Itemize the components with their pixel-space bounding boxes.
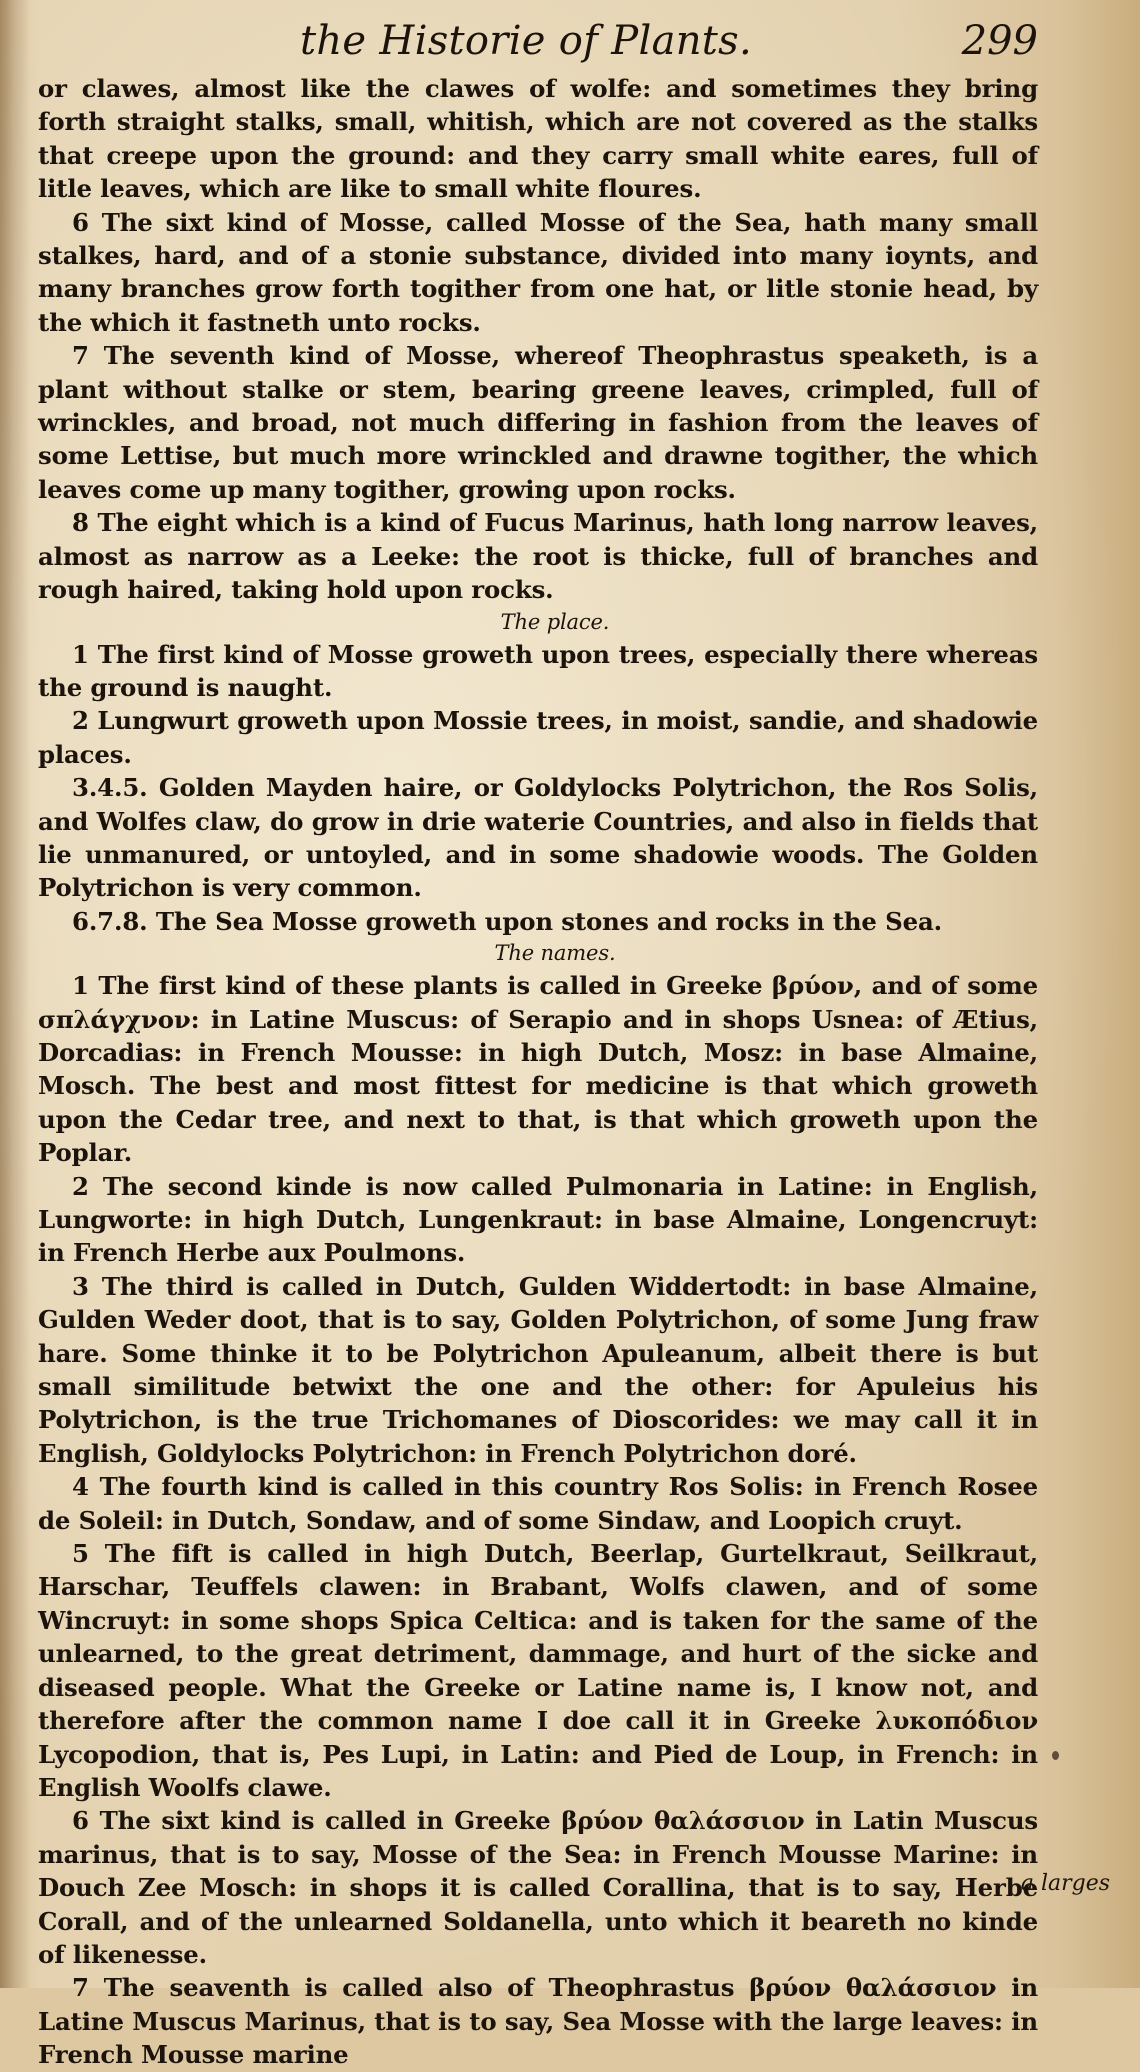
names-paragraph-6: 6 The sixt kind is called in Greeke βρύον θαλάσσιον in Latin Muscus marinus, that is to say, Mosse of the Sea: in French Mousse Marine: in Douch Zee Mosch: in shops it is called Corallina, that is to say, Herbe Corall, and of the unlearned Soldanella, unto which it beareth no kinde of likenesse. [38, 1806, 1038, 1969]
gutter-shadow [0, 0, 30, 1988]
section-heading-names: The names. [494, 941, 616, 966]
names-paragraph-5: 5 The fift is called in high Dutch, Beerlap, Gurtelkraut, Seilkraut, Harschar, Teuffels clawen: in Brabant, Wolfs clawen, and of some Wincruyt: in some shops Spica Celtica: and is taken for the same of the unlearned, to the great detriment, dammage, and hurt of the sicke and diseased people. What the Greeke or Latine name is, I know not, and therefore after the common name I doe call it in Greeke λυκοπόδιον Lycopodion, that is, Pes Lupi, in Latin: and Pied de Loup, in French: in English Woolfs clawe. [38, 1539, 1038, 1802]
place-paragraph-6-7-8: 6.7.8. The Sea Mosse groweth upon stones and rocks in the Sea. [72, 906, 942, 936]
place-paragraph-2: 2 Lungwurt groweth upon Mossie trees, in moist, sandie, and shadowie places. [38, 706, 1038, 769]
running-head [38, 14, 1038, 72]
names-paragraph-7: 7 The seaventh is called also of Theophrastus βρύον θαλάσσιον in Latine Muscus Marinus, that is to say, Sea Mosse with the large leaves: in French Mousse marine [38, 1973, 1038, 2070]
paragraph-continued: or clawes, almost like the clawes of wolfe: and sometimes they bring forth straight stalks, small, whitish, which are not covered as the stalks that creepe upon the ground: and they carry small white eares, full of litle leaves, which are like to small white floures. [38, 74, 1038, 204]
section-heading-place: The place. [500, 609, 610, 634]
ink-speck [1052, 1751, 1059, 1760]
running-title: the Historie of Plants. [300, 18, 753, 64]
catchword: a larges [1020, 1871, 1110, 1896]
names-paragraph-2: 2 The second kinde is now called Pulmonaria in Latine: in English, Lungworte: in high Dutch, Lungenkraut: in base Almaine, Longencruyt: in French Herbe aux Poulmons. [38, 1171, 1038, 1268]
names-paragraph-4: 4 The fourth kind is called in this country Ros Solis: in French Rosee de Soleil: in Dutch, Sondaw, and of some Sindaw, and Loopich cruyt. [38, 1472, 1038, 1535]
page-content [38, 14, 1038, 2072]
names-paragraph-1: 1 The first kind of these plants is called in Greeke βρύον, and of some σπλάγχνον: in Latine Muscus: of Serapio and in shops Usnea: of Ætius, Dorcadias: in French Mousse: in high Dutch, Mosz: in base Almaine, Mosch. The best and most fittest for medicine is that which groweth upon the Cedar tree, and next to that, is that which groweth upon the Poplar. [38, 971, 1038, 1168]
place-paragraph-3-4-5: 3.4.5. Golden Mayden haire, or Goldylocks Polytrichon, the Ros Solis, and Wolfes claw, do grow in drie waterie Countries, and also in fields that lie unmanured, or untoyled, and in some shadowie woods. The Golden Polytrichon is very common. [38, 773, 1038, 903]
body-text [38, 72, 1038, 2072]
paragraph-seventh-kind: 7 The seventh kind of Mosse, whereof Theophrastus speaketh, is a plant without stalke or stem, bearing greene leaves, crimpled, full of wrinckles, and broad, not much differing in fashion from the leaves of some Lettise, but much more wrinckled and drawne togither, the which leaves come up many togither, growing upon rocks. [38, 341, 1038, 504]
page-number: 299 [961, 18, 1038, 64]
place-paragraph-1: 1 The first kind of Mosse groweth upon trees, especially there whereas the ground is naught. [38, 639, 1038, 702]
names-paragraph-3: 3 The third is called in Dutch, Gulden Widdertodt: in base Almaine, Gulden Weder doot, that is to say, Golden Polytrichon, of some Jung fraw hare. Some thinke it to be Polytrichon Apuleanum, albeit there is but small similitude betwixt the one and the other: for Apuleius his Polytrichon, is the true Trichomanes of Dioscorides: we may call it in English, Goldylocks Polytrichon: in French Polytrichon doré. [38, 1271, 1038, 1468]
paragraph-sixth-kind: 6 The sixt kind of Mosse, called Mosse of the Sea, hath many small stalkes, hard, and of a stonie substance, divided into many ioynts, and many branches grow forth togither from one hat, or litle stonie head, by the which it fastneth unto rocks. [38, 207, 1038, 337]
paragraph-eighth-kind: 8 The eight which is a kind of Fucus Marinus, hath long narrow leaves, almost as narrow as a Leeke: the root is thicke, full of branches and rough haired, taking hold upon rocks. [38, 508, 1038, 605]
